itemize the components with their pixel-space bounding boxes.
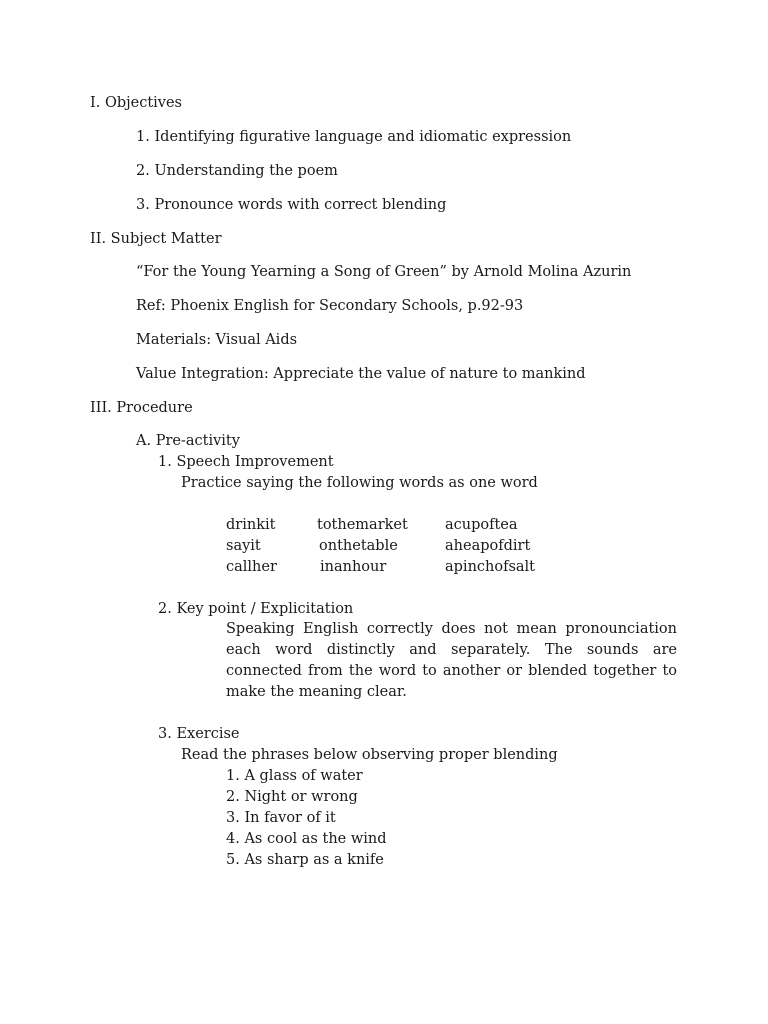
word-cell: aheapofdirt — [445, 538, 531, 554]
reference-line: Ref: Phoenix English for Secondary Schools, p.92-93 — [136, 298, 524, 314]
word-cell: callher — [226, 559, 277, 575]
poem-title-line: “For the Young Yearning a Song of Green” by Arnold Molina Azurin — [136, 264, 632, 280]
exercise-phrase: 2. Night or wrong — [226, 789, 358, 805]
objectives-heading: I. Objectives — [90, 95, 182, 111]
word-cell: acupoftea — [445, 517, 518, 533]
word-cell: apinchofsalt — [445, 559, 536, 575]
exercise-phrase: 4. As cool as the wind — [226, 831, 387, 847]
objective-item-2: 2. Understanding the poem — [136, 163, 338, 179]
exercise-phrase: 1. A glass of water — [226, 768, 363, 784]
exercise-phrase: 3. In favor of it — [226, 810, 336, 826]
word-cell: onthetable — [319, 538, 398, 554]
speech-improvement-heading: 1. Speech Improvement — [158, 454, 334, 470]
keypoint-paragraph: Speaking English correctly does not mean pronounciation each word distinctly and separately. The sounds are connected from the word to another or blended together to make the meaning clear. — [226, 621, 677, 700]
objective-item-1: 1. Identifying figurative language and idiomatic expression — [136, 129, 572, 145]
word-cell: drinkit — [226, 517, 276, 533]
exercise-heading: 3. Exercise — [158, 726, 240, 742]
objective-item-3: 3. Pronounce words with correct blending — [136, 197, 447, 213]
exercise-instruction: Read the phrases below observing proper blending — [181, 747, 558, 763]
word-cell: sayit — [226, 538, 261, 554]
exercise-phrase: 5. As sharp as a knife — [226, 852, 384, 868]
pre-activity-heading: A. Pre-activity — [136, 433, 240, 449]
materials-line: Materials: Visual Aids — [136, 332, 298, 348]
speech-instruction: Practice saying the following words as one word — [181, 475, 538, 491]
value-integration-line: Value Integration: Appreciate the value of nature to mankind — [136, 366, 586, 382]
subject-matter-heading: II. Subject Matter — [90, 231, 222, 247]
procedure-heading: III. Procedure — [90, 400, 193, 416]
word-cell: inanhour — [320, 559, 387, 575]
word-cell: tothemarket — [317, 517, 408, 533]
keypoint-heading: 2. Key point / Explicitation — [158, 601, 354, 617]
